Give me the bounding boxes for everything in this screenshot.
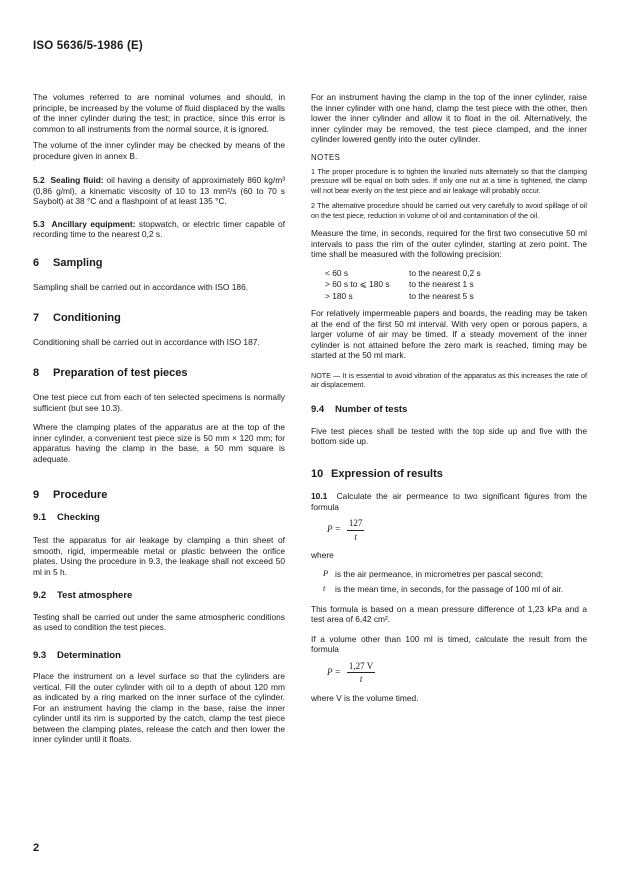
paragraph: Sampling shall be carried out in accordance with ISO 186. — [33, 282, 249, 292]
notes-title: NOTES — [311, 152, 341, 162]
note: NOTE — It is essential to avoid vibration of the apparatus as this increases the rate of air displacement. — [311, 370, 587, 389]
precision-row: < 60 s to the nearest 0,2 s — [325, 267, 481, 278]
paragraph: where V is the volume timed. — [311, 692, 419, 703]
note: 1 The proper procedure is to tighten the knurled nuts alternately so that the clamping pressure will be equal on both sides. If only one nut at a time is tightened, the clamp will not bear evenly on the test piece and air leakage will probably occur. — [311, 167, 587, 195]
paragraph: The volume of the inner cylinder may be checked by means of the procedure given in annex B. — [33, 140, 285, 161]
clause-title: Sealing fluid: — [50, 175, 104, 185]
paragraph: Place the instrument on a level surface so that the cylinders are vertical. Fill the outer cylinder with oil to a depth of about 120 mm as indicated by a ring marked on the inner surface of the cylinder. For an instrument having the clamp in the base, raise the inner cylinder until its rim is supported by the catch, clamp the test piece between the clamping plates, release the catch and then lower the inner cylinder until it floats. — [33, 671, 285, 744]
definition-item: t is the mean time, in seconds, for the passage of 100 ml of air. — [323, 584, 564, 595]
precision-list — [325, 268, 587, 303]
precision-row: > 180 s to the nearest 5 s — [325, 290, 474, 301]
paragraph: For an instrument having the clamp in the top of the inner cylinder, raise the inner cylinder with one hand, clamp the test piece with the other, then lower the inner cylinder and allow it to float in the oil. Alternatively, the inner cylinder may be removed, the test piece clamped, and the inner cylinder lowered gently into the outer cylinder. — [311, 92, 587, 144]
paragraph: Measure the time, in seconds, required for the first two consecutive 50 ml intervals to pass the rim of the outer cylinder, starting at zero point. The time shall be measured with the following precision: — [311, 228, 587, 260]
paragraph: Five test pieces shall be tested with the top side up and five with the bottom side up. — [311, 425, 587, 447]
clause-5-2 — [33, 175, 285, 207]
subsection-heading: 9.2 Test atmosphere — [33, 590, 133, 601]
right-column — [311, 92, 587, 709]
clause-5-3 — [33, 219, 285, 240]
section-heading: 8 Preparation of test pieces — [33, 366, 188, 379]
section-heading: 9 Procedure — [33, 489, 108, 501]
paragraph: This formula is based on a mean pressure difference of 1,23 kPa and a test area of 6,42 cm². — [311, 603, 587, 625]
paragraph: If a volume other than 100 ml is timed, calculate the result from the formula — [311, 633, 587, 655]
subsection-heading: 9.4 Number of tests — [311, 404, 408, 416]
paragraph: Where the clamping plates of the apparatus are at the top of the inner cylinder, a convenient test piece size is 50 mm × 120 mm; for apparatus having the clamp in the base, a 50 mm square is adequate. — [33, 422, 285, 464]
section-heading: 6 Sampling — [33, 256, 103, 269]
formula-1: P = $\frac{127}{t}$ — [327, 518, 363, 542]
where-label: where — [311, 550, 334, 561]
clause-text: Calculate the air permeance to two significant figures from the formula — [311, 491, 587, 512]
clause-number: 5.3 — [33, 218, 45, 229]
clause-number: 10.1 — [311, 491, 328, 502]
formula-2: P = $\frac{1,27 V}{t}$ — [327, 660, 374, 685]
paragraph: The volumes referred to are nominal volumes and should, in principle, be increased by the volume of fluid displaced by the walls of the inner cylinder during the test; in practice, since this error is common to all instruments from the normal source, it is ignored. — [33, 92, 285, 134]
subsection-heading: 9.3 Determination — [33, 649, 121, 661]
clause-text: oil having a density of approximately 860 kg/m³ (0,86 g/ml), a kinematic viscosity of 10 to 13 mm²/s (60 to 70 s Saybolt) at 38 °C and a flashpoint of at least 135 °C. — [33, 175, 286, 206]
precision-row: > 60 s to ⩽ 180 s to the nearest 1 s — [325, 279, 474, 290]
paragraph: One test piece cut from each of ten selected specimens is normally sufficient (but see 10.3). — [33, 392, 285, 413]
section-heading: 7 Conditioning — [33, 311, 121, 324]
clause-title: Ancillary equipment: — [51, 218, 136, 229]
clause-10-1 — [311, 491, 587, 512]
paragraph: Test the apparatus for air leakage by clamping a thin sheet of smooth, rigid, impermeable metal or plastic between the orifice plates. Using the procedure in 9.3, the leakage shall not exceed 50 ml in 5 h. — [33, 535, 285, 577]
clause-text: stopwatch, or electric timer capable of recording time to the nearest 0,2 s. — [33, 218, 286, 239]
subsection-heading: 9.1 Checking — [33, 511, 100, 523]
clause-number: 5.2 — [33, 175, 45, 185]
paragraph: Conditioning shall be carried out in accordance with ISO 187. — [33, 337, 260, 347]
section-heading: 10 Expression of results — [311, 467, 443, 480]
paragraph: Testing shall be carried out under the same atmospheric conditions as used to condition the test pieces. — [33, 611, 285, 632]
definition-item: P is the air permeance, in micrometres per pascal second; — [323, 568, 544, 579]
page-header: ISO 5636/5-1986 (E) — [33, 40, 143, 52]
note: 2 The alternative procedure should be carried out very carefully to avoid spillage of oil on the test piece, reduction in volume of oil and contamination of the oil. — [311, 201, 587, 220]
page-number: 2 — [33, 842, 40, 854]
paragraph: For relatively impermeable papers and boards, the reading may be taken at the end of the first 50 ml interval. With very open or porous papers, a larger volume of air may be timed. If a steady movement of the inner cylinder is not attained before the zero mark is reached, timing may be started at the 50 ml mark. — [311, 308, 587, 361]
left-column — [33, 92, 285, 751]
